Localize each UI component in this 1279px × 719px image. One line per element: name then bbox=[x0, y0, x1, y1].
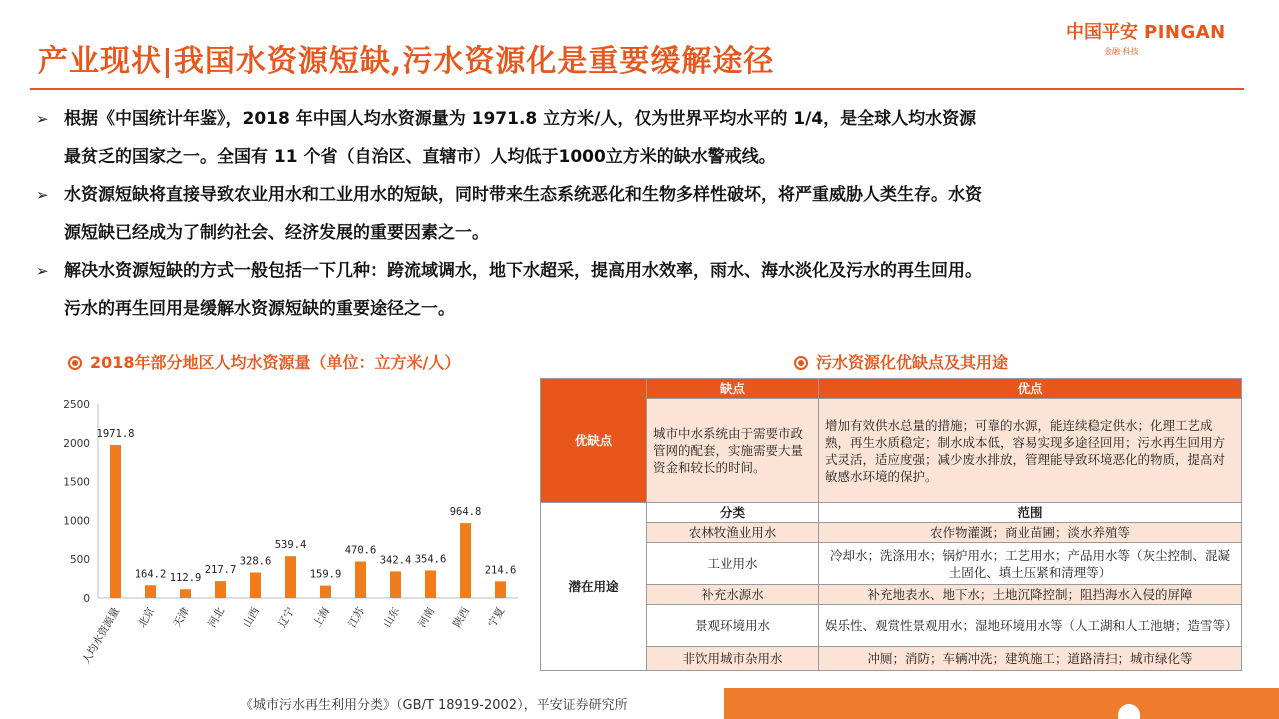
arrow-bullet-icon: ➢ bbox=[36, 186, 49, 204]
x-tick-label: 陕西 bbox=[451, 605, 473, 630]
bar-value-label: 159.9 bbox=[309, 568, 342, 581]
use-category-cell: 景观环境用水 bbox=[647, 605, 819, 647]
use-category-cell: 补充水源水 bbox=[647, 585, 819, 605]
x-tick-label: 山西 bbox=[241, 605, 263, 630]
water-resource-bar-chart bbox=[58, 392, 528, 672]
bar bbox=[180, 589, 191, 598]
company-logo bbox=[1066, 18, 1246, 58]
bullet-line: 解决水资源短缺的方式一般包括一下几种：跨流域调水，地下水超采，提高用水效率，雨水、海水淡化及污水的再生回用。 bbox=[64, 261, 982, 281]
table-section-title bbox=[794, 350, 1008, 373]
bar bbox=[285, 556, 296, 598]
bar-value-label: 354.6 bbox=[414, 553, 447, 566]
row-header-proscons: 优缺点 bbox=[541, 379, 647, 503]
bar bbox=[215, 581, 226, 598]
use-category-cell: 工业用水 bbox=[647, 543, 819, 585]
bar-value-label: 214.6 bbox=[484, 564, 517, 577]
bullet-line: 水资源短缺将直接导致农业用水和工业用水的短缺，同时带来生态系统恶化和生物多样性破坏，将严重威胁人类生存。水资 bbox=[64, 185, 982, 205]
x-tick-label: 人均水资源量 bbox=[80, 605, 123, 667]
logo-tagline: 金融·科技 bbox=[1104, 47, 1139, 56]
use-scope-cell: 农作物灌溉；商业苗圃；淡水养殖等 bbox=[819, 523, 1242, 543]
y-tick-label: 2000 bbox=[63, 437, 90, 450]
x-tick-label: 北京 bbox=[136, 605, 158, 630]
bar bbox=[355, 561, 366, 598]
col-header-scope: 范围 bbox=[819, 503, 1242, 523]
x-tick-label: 江苏 bbox=[346, 605, 368, 630]
bar-value-label: 342.4 bbox=[379, 554, 412, 567]
page-title: 产业现状|我国水资源短缺,污水资源化是重要缓解途径 bbox=[38, 44, 775, 79]
bar bbox=[425, 570, 436, 598]
arrow-bullet-icon: ➢ bbox=[36, 110, 49, 128]
y-tick-label: 500 bbox=[69, 554, 90, 567]
chart-section-label: 2018年部分地区人均水资源量（单位：立方米/人） bbox=[90, 353, 461, 372]
bar bbox=[250, 573, 261, 598]
x-tick-label: 河南 bbox=[416, 605, 438, 630]
bullet-item bbox=[34, 252, 1244, 328]
logo-wordmark bbox=[1066, 18, 1246, 44]
col-header-category: 分类 bbox=[647, 503, 819, 523]
bar-value-label: 1971.8 bbox=[96, 427, 135, 440]
x-tick-label: 宁夏 bbox=[486, 605, 508, 630]
bar bbox=[110, 445, 121, 598]
x-tick-label: 上海 bbox=[311, 605, 333, 630]
chart-section-title bbox=[68, 350, 460, 373]
bullet-line: 根据《中国统计年鉴》，2018 年中国人均水资源量为 1971.8 立方米/人，仅为世界平均水平的 1/4，是全球人均水资源 bbox=[64, 109, 977, 129]
cons-cell: 城市中水系统由于需要市政管网的配套，实施需要大量资金和较长的时间。 bbox=[647, 399, 819, 503]
x-tick-label: 辽宁 bbox=[276, 605, 298, 630]
bar-value-label: 964.8 bbox=[449, 506, 482, 519]
use-category-cell: 非饮用城市杂用水 bbox=[647, 647, 819, 671]
logo-cn: 中国平安 bbox=[1066, 22, 1138, 43]
pros-cell: 增加有效供水总量的措施；可靠的水源，能连续稳定供水；化理工艺成熟，再生水质稳定；制水成本低，容易实现多途径回用；污水再生回用方式灵活，适应度强；减少废水排放，管理能导致环境恶化的物质，提高对敏感水环境的保护。 bbox=[819, 399, 1242, 503]
title-divider bbox=[30, 88, 1244, 90]
bullet-list bbox=[34, 100, 1244, 328]
use-scope-cell: 冲厕；消防；车辆冲洗；建筑施工；道路清扫；城市绿化等 bbox=[819, 647, 1242, 671]
y-tick-label: 1500 bbox=[63, 476, 90, 489]
bar-value-label: 539.4 bbox=[274, 539, 307, 552]
bar-value-label: 112.9 bbox=[169, 572, 202, 585]
target-dot-icon bbox=[794, 356, 808, 370]
y-tick-label: 1000 bbox=[63, 515, 90, 528]
y-tick-label: 0 bbox=[83, 593, 90, 605]
bar bbox=[320, 586, 331, 598]
bar bbox=[495, 581, 506, 598]
target-dot-icon bbox=[68, 356, 82, 370]
use-scope-cell: 冷却水；洗涤用水；锅炉用水；工艺用水；产品用水等（灰尘控制、混凝土固化、填土压紧和清理等） bbox=[819, 543, 1242, 585]
use-category-cell: 农林牧渔业用水 bbox=[647, 523, 819, 543]
x-tick-label: 河北 bbox=[206, 605, 228, 630]
source-note: 《城市污水再生利用分类》（GB/T 18919-2002），平安证券研究所 bbox=[240, 698, 628, 713]
bullet-line: 最贫乏的国家之一。全国有 11 个省（自治区、直辖市）人均低于1000立方米的缺水警戒线。 bbox=[64, 147, 776, 167]
bar-value-label: 217.7 bbox=[204, 564, 237, 577]
footer-bar bbox=[724, 688, 1279, 719]
bullet-item bbox=[34, 176, 1244, 252]
bar-value-label: 328.6 bbox=[239, 555, 272, 568]
bullet-line: 源短缺已经成为了制约社会、经济发展的重要因素之一。 bbox=[64, 223, 489, 243]
bar bbox=[390, 571, 401, 598]
col-header-cons: 缺点 bbox=[647, 379, 819, 399]
footer-arch-mark bbox=[1118, 704, 1140, 719]
col-header-pros: 优点 bbox=[819, 379, 1242, 399]
bar-value-label: 470.6 bbox=[344, 544, 377, 557]
row-header-uses: 潜在用途 bbox=[541, 503, 647, 671]
use-scope-cell: 补充地表水、地下水；土地沉降控制；阻挡海水入侵的屏障 bbox=[819, 585, 1242, 605]
x-tick-label: 山东 bbox=[381, 605, 403, 630]
reuse-table bbox=[540, 378, 1242, 671]
bar bbox=[460, 523, 471, 598]
logo-en: PINGAN bbox=[1144, 22, 1226, 43]
use-scope-cell: 娱乐性、观赏性景观用水；湿地环境用水等（人工湖和人工池塘；造雪等） bbox=[819, 605, 1242, 647]
bullet-item bbox=[34, 100, 1244, 176]
table-section-label: 污水资源化优缺点及其用途 bbox=[816, 353, 1009, 372]
x-tick-label: 天津 bbox=[171, 605, 193, 630]
y-tick-label: 2500 bbox=[63, 399, 90, 411]
bullet-line: 污水的再生回用是缓解水资源短缺的重要途径之一。 bbox=[64, 299, 455, 319]
bar bbox=[145, 585, 156, 598]
arrow-bullet-icon: ➢ bbox=[36, 262, 49, 280]
bar-value-label: 164.2 bbox=[134, 568, 167, 581]
